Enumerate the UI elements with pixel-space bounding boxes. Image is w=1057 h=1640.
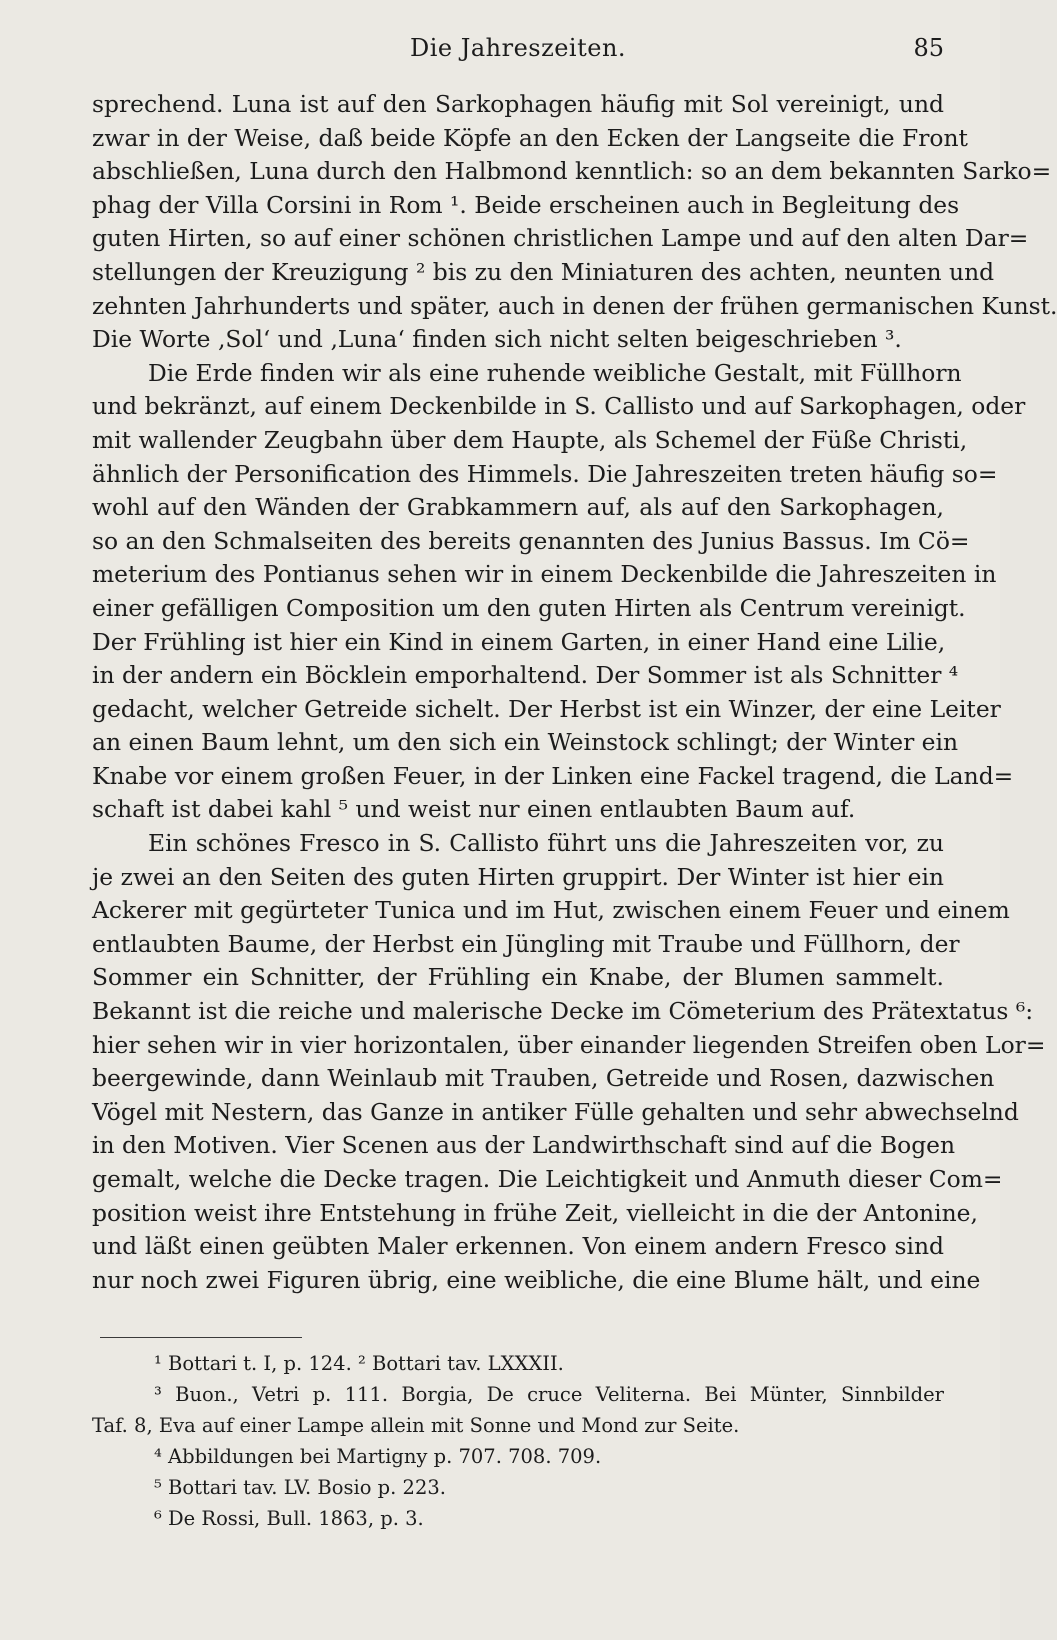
paragraph-start-line: Die Erde finden wir als eine ruhende weibliche Gestalt, mit Füllhorn	[148, 358, 962, 387]
text-line: in den Motiven. Vier Scenen aus der Landwirthschaft sind auf die Bogen	[92, 1131, 956, 1160]
text-line: abschließen, Luna durch den Halbmond kenntlich: so an dem bekannten Sarko=	[92, 157, 1052, 186]
text-line: zehnten Jahrhunderts und später, auch in denen der frühen germanischen Kunst.	[92, 291, 1057, 320]
footnote-line: Taf. 8, Eva auf einer Lampe allein mit Sonne und Mond zur Seite.	[92, 1414, 740, 1437]
text-line: gemalt, welche die Decke tragen. Die Leichtigkeit und Anmuth dieser Com=	[92, 1165, 1003, 1193]
text-line: wohl auf den Wänden der Grabkammern auf, als auf den Sarkophagen,	[92, 493, 944, 522]
text-line: entlaubten Baume, der Herbst ein Jüngling mit Traube und Füllhorn, der	[92, 929, 960, 958]
text-line: Sommer ein Schnitter, der Frühling ein Knabe, der Blumen sammelt.	[92, 963, 944, 992]
text-line: beergewinde, dann Weinlaub mit Trauben, Getreide und Rosen, dazwischen	[92, 1064, 995, 1093]
text-line: phag der Villa Corsini in Rom ¹. Beide erscheinen auch in Begleitung des	[92, 190, 960, 219]
text-line: nur noch zwei Figuren übrig, eine weibliche, die eine Blume hält, und eine	[92, 1265, 981, 1294]
text-line: Der Frühling ist hier ein Kind in einem Garten, in einer Hand eine Lilie,	[92, 627, 946, 656]
running-title: Die Jahreszeiten.	[409, 34, 627, 62]
footnote-line: ⁵ Bottari tav. LV. Bosio p. 223.	[154, 1476, 446, 1499]
page-number: 85	[913, 34, 944, 62]
text-line: Vögel mit Nestern, das Ganze in antiker Fülle gehalten und sehr abwechselnd	[92, 1097, 1019, 1126]
text-line: einer gefälligen Composition um den guten Hirten als Centrum vereinigt.	[92, 593, 966, 622]
text-line: zwar in der Weise, daß beide Köpfe an den Ecken der Langseite die Front	[92, 123, 968, 152]
text-line: sprechend. Luna ist auf den Sarkophagen häufig mit Sol vereinigt, und	[92, 90, 944, 118]
text-line: in der andern ein Böcklein emporhaltend. Der Sommer ist als Schnitter ⁴	[92, 661, 959, 690]
text-line: mit wallender Zeugbahn über dem Haupte, als Schemel der Füße Christi,	[92, 425, 968, 454]
footnote-line: ³ Buon., Vetri p. 111. Borgia, De cruce Veliterna. Bei Münter, Sinnbilder	[154, 1383, 944, 1406]
paragraph-start-line: Ein schönes Fresco in S. Callisto führt uns die Jahreszeiten vor, zu	[148, 829, 944, 858]
text-line: Ackerer mit gegürteter Tunica und im Hut, zwischen einem Feuer und einem	[92, 896, 1010, 925]
text-line: Bekannt ist die reiche und malerische Decke im Cömeterium des Prätextatus ⁶:	[92, 997, 1034, 1026]
text-line: ähnlich der Personification des Himmels. Die Jahreszeiten treten häufig so=	[92, 459, 998, 488]
footnotes	[92, 1348, 944, 1534]
text-line: position weist ihre Entstehung in frühe Zeit, vielleicht in die der Antonine,	[92, 1198, 978, 1227]
text-line: Die Worte ‚Sol‘ und ‚Luna‘ finden sich nicht selten beigeschrieben ³.	[92, 325, 902, 354]
text-line: schaft ist dabei kahl ⁵ und weist nur einen entlaubten Baum auf.	[92, 795, 856, 824]
footnote-line: ⁴ Abbildungen bei Martigny p. 707. 708. 709.	[154, 1445, 602, 1468]
text-line: guten Hirten, so auf einer schönen christlichen Lampe und auf den alten Dar=	[92, 224, 1029, 253]
text-line: an einen Baum lehnt, um den sich ein Weinstock schlingt; der Winter ein	[92, 728, 959, 757]
footnote-line: ⁶ De Rossi, Bull. 1863, p. 3.	[154, 1507, 424, 1530]
text-line: hier sehen wir in vier horizontalen, über einander liegenden Streifen oben Lor=	[92, 1030, 1046, 1059]
running-head	[92, 34, 944, 68]
text-line: und läßt einen geübten Maler erkennen. Von einem andern Fresco sind	[92, 1232, 944, 1261]
text-line: je zwei an den Seiten des guten Hirten gruppirt. Der Winter ist hier ein	[92, 862, 944, 891]
body-text	[92, 88, 1057, 1297]
text-line: und bekränzt, auf einem Deckenbilde in S. Callisto und auf Sarkophagen, oder	[92, 392, 1026, 421]
text-line: so an den Schmalseiten des bereits genannten des Junius Bassus. Im Cö=	[92, 526, 970, 555]
text-line: gedacht, welcher Getreide sichelt. Der Herbst ist ein Winzer, der eine Leiter	[92, 694, 1001, 723]
text-line: meterium des Pontianus sehen wir in einem Deckenbilde die Jahreszeiten in	[92, 560, 997, 589]
text-line: stellungen der Kreuzigung ² bis zu den Miniaturen des achten, neunten und	[92, 257, 995, 286]
footnote-line: ¹ Bottari t. I, p. 124. ² Bottari tav. LXXXII.	[154, 1352, 564, 1375]
footnote-rule	[100, 1337, 302, 1338]
text-line: Knabe vor einem großen Feuer, in der Linken eine Fackel tragend, die Land=	[92, 761, 1014, 790]
